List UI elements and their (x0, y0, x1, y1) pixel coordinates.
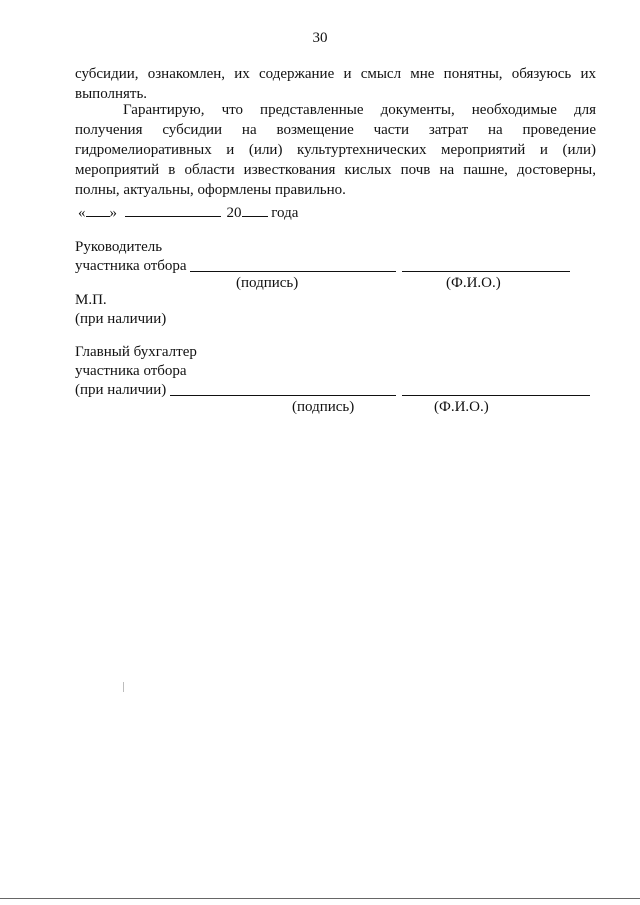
month-blank (125, 202, 221, 217)
page-bottom-edge (0, 898, 640, 899)
year-suffix: года (271, 205, 299, 221)
head-signature-line (190, 271, 396, 272)
date-open-quote: « (78, 205, 86, 221)
date-line (78, 202, 298, 223)
head-title-line1: Руководитель (75, 239, 163, 255)
stamp-note: (при наличии) (75, 311, 167, 327)
year-prefix: 20 (226, 205, 242, 221)
accountant-signature-caption: (подпись) (292, 399, 355, 415)
scan-artifact (123, 682, 124, 692)
day-blank (86, 202, 110, 217)
paragraph-obligation: субсидии, ознакомлен, их содержание и смысл мне понятны, обязуюсь их выполнять. (75, 66, 596, 102)
stamp-label: М.П. (75, 292, 107, 308)
date-close-quote: » (109, 205, 117, 221)
head-title-line2: участника отбора (75, 258, 187, 274)
accountant-name-caption: (Ф.И.О.) (434, 399, 489, 415)
accountant-name-line (402, 395, 590, 396)
accountant-signature-line (170, 395, 396, 396)
page-number: 30 (312, 30, 328, 46)
accountant-title-line3: (при наличии) (75, 382, 167, 398)
head-name-line (402, 271, 570, 272)
head-name-caption: (Ф.И.О.) (446, 275, 501, 291)
year-blank (242, 202, 268, 217)
head-signature-caption: (подпись) (236, 275, 299, 291)
accountant-title-line2: участника отбора (75, 363, 187, 379)
paragraph-guarantee: Гарантирую, что представленные документы, необходимые для получения субсидии на возмещение части затрат на проведение гидромелиоративных и (или) культуртехнических мероприятий и (или) мероприятий в области известкования кислых почв на пашне, достоверны, полны, актуальны, оформлены правильно. (75, 102, 596, 198)
accountant-title-line1: Главный бухгалтер (75, 344, 197, 360)
